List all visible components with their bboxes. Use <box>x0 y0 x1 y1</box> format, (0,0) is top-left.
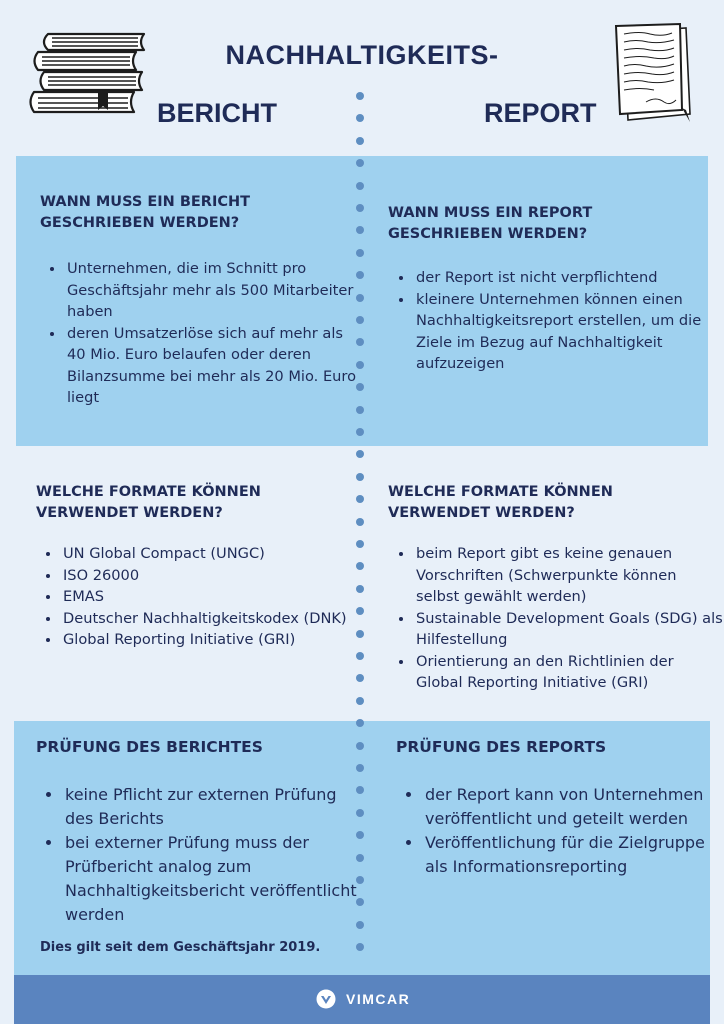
list-item: • Sustainable Development Goals (SDG) als Hilfestellung <box>414 608 724 651</box>
section-2-right-list <box>392 543 724 694</box>
divider-dot <box>356 204 364 212</box>
divider-dot <box>356 226 364 234</box>
list-item: • Global Reporting Initiative (GRI) <box>61 629 359 651</box>
footer-brand[interactable] <box>316 989 410 1009</box>
section-3-left-note: Dies gilt seit dem Geschäftsjahr 2019. <box>40 940 321 955</box>
document-illustration <box>610 22 694 126</box>
divider-dot <box>356 697 364 705</box>
list-item: • Veröffentlichung für die Zielgruppe als Informationsreporting <box>423 831 718 879</box>
handwritten-document-icon <box>610 22 694 126</box>
divider-dot <box>356 249 364 257</box>
list-item: • EMAS <box>61 586 359 608</box>
divider-dot <box>356 137 364 145</box>
section-1-right-heading: WANN MUSS EIN REPORT GESCHRIEBEN WERDEN? <box>388 205 593 242</box>
divider-dot <box>356 742 364 750</box>
left-column-title: BERICHT <box>157 98 277 128</box>
list-item: • UN Global Compact (UNGC) <box>61 543 359 565</box>
section-2-right-heading: WELCHE FORMATE KÖNNEN VERWENDET WERDEN? <box>388 484 613 521</box>
footer-brand-text: VIMCAR <box>346 991 411 1007</box>
section-1-right-list <box>392 267 724 375</box>
page-title: NACHHALTIGKEITS- <box>225 40 499 70</box>
divider-dot <box>356 182 364 190</box>
list-item: • der Report ist nicht verpflichtend <box>414 267 724 289</box>
section-2-left-list <box>39 543 359 651</box>
list-item: • kleinere Unternehmen können einen Nachhaltigkeitsreport erstellen, um die Ziele im Bezug auf Nachhaltigkeit aufzuzeigen <box>414 289 724 375</box>
divider-dot <box>356 92 364 100</box>
section-1-left-list <box>43 258 363 409</box>
section-3-right-list <box>399 783 718 879</box>
divider-dot <box>356 114 364 122</box>
list-item: • ISO 26000 <box>61 565 359 587</box>
section-2-left-heading: WELCHE FORMATE KÖNNEN VERWENDET WERDEN? <box>36 484 261 521</box>
divider-dot <box>356 495 364 503</box>
divider-dot <box>356 764 364 772</box>
divider-dot <box>356 159 364 167</box>
divider-dot <box>356 473 364 481</box>
right-column-title: REPORT <box>484 98 597 128</box>
list-item: • bei externer Prüfung muss der Prüfbericht analog zum Nachhaltigkeitsbericht veröffentlicht werden <box>63 831 368 927</box>
divider-dot <box>356 719 364 727</box>
list-item: • Orientierung an den Richtlinien der Global Reporting Initiative (GRI) <box>414 651 724 694</box>
section-3-right-heading: PRÜFUNG DES REPORTS <box>396 738 607 756</box>
list-item: • Unternehmen, die im Schnitt pro Geschäftsjahr mehr als 500 Mitarbeiter haben <box>65 258 363 323</box>
section-3-left-list <box>39 783 368 927</box>
divider-dot <box>356 674 364 682</box>
list-item: • beim Report gibt es keine genauen Vorschriften (Schwerpunkte können selbst gewählt werden) <box>414 543 724 608</box>
list-item: • deren Umsatzerlöse sich auf mehr als 40 Mio. Euro belaufen oder deren Bilanzsumme bei mehr als 20 Mio. Euro liegt <box>65 323 363 409</box>
section-3-left-heading: PRÜFUNG DES BERICHTES <box>36 738 263 756</box>
footer-bar <box>14 975 710 1024</box>
list-item: • Deutscher Nachhaltigkeitskodex (DNK) <box>61 608 359 630</box>
divider-dot <box>356 428 364 436</box>
divider-dot <box>356 943 364 951</box>
section-1-left-heading: WANN MUSS EIN BERICHT GESCHRIEBEN WERDEN? <box>40 194 251 231</box>
list-item: • der Report kann von Unternehmen veröffentlicht und geteilt werden <box>423 783 718 831</box>
divider-dot <box>356 518 364 526</box>
vimcar-shield-icon <box>316 989 336 1009</box>
divider-dot <box>356 652 364 660</box>
divider-dot <box>356 450 364 458</box>
list-item: • keine Pflicht zur externen Prüfung des Berichts <box>63 783 368 831</box>
